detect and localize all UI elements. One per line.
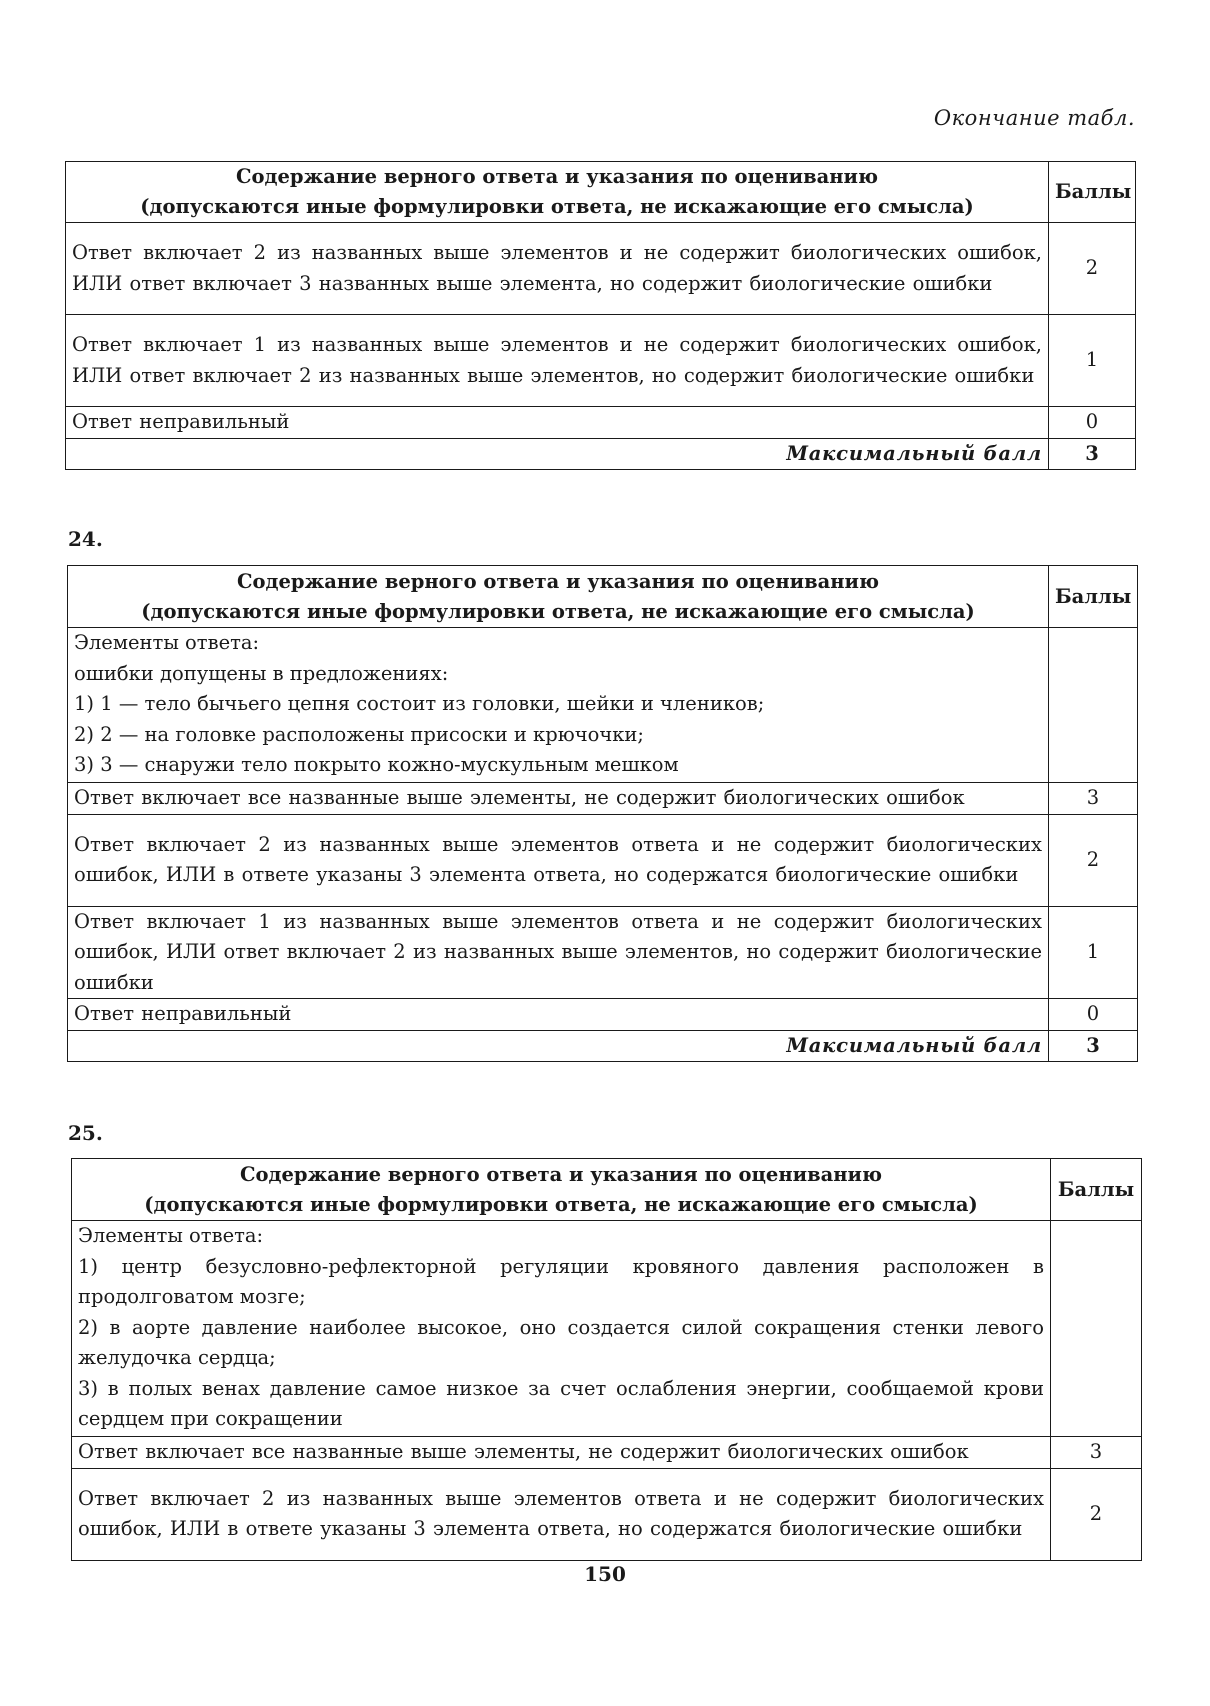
content-header bbox=[72, 1159, 1051, 1221]
page-number: 150 bbox=[584, 1562, 626, 1586]
criterion-text: Ответ включает 1 из названных выше элементов ответа и не содержит биологических ошибок, ИЛИ ответ включает 2 из названных выше элементов, но содержит биологические ошибки bbox=[68, 906, 1049, 999]
grading-table-previous bbox=[65, 161, 1136, 470]
content-header bbox=[68, 566, 1049, 628]
answer-elements bbox=[68, 628, 1049, 783]
answer-elements bbox=[72, 1221, 1051, 1437]
answer-element-line: 1) 1 — тело бычьего цепня состоит из головки, шейки и члеников; bbox=[74, 692, 765, 715]
criterion-points: 0 bbox=[1049, 999, 1138, 1031]
points-header: Баллы bbox=[1051, 1159, 1142, 1221]
criterion-points: 0 bbox=[1049, 407, 1136, 439]
table-row bbox=[68, 783, 1138, 815]
criterion-text: Ответ включает все названные выше элементы, не содержит биологических ошибок bbox=[68, 783, 1049, 815]
content-header bbox=[66, 162, 1049, 223]
table-row bbox=[66, 223, 1136, 315]
table-header-row bbox=[68, 566, 1138, 628]
max-score-value: 3 bbox=[1049, 438, 1136, 470]
table-row bbox=[68, 999, 1138, 1031]
grading-table-24 bbox=[67, 565, 1138, 1062]
table-row bbox=[66, 407, 1136, 439]
max-score-row bbox=[66, 438, 1136, 470]
answer-element-line: 2) в аорте давление наиболее высокое, оно создается силой сокращения стенки левого желудочка сердца; bbox=[78, 1315, 1044, 1369]
criterion-points: 3 bbox=[1049, 783, 1138, 815]
criterion-points: 2 bbox=[1051, 1468, 1142, 1560]
max-score-value: 3 bbox=[1049, 1030, 1138, 1062]
content-header-line2: (допускаются иные формулировки ответа, не искажающие его смысла) bbox=[141, 599, 975, 623]
criterion-points: 1 bbox=[1049, 906, 1138, 999]
task-number-25: 25. bbox=[68, 1121, 103, 1145]
continuation-note: Окончание табл. bbox=[933, 106, 1135, 130]
table-row bbox=[66, 315, 1136, 407]
empty-points-cell bbox=[1051, 1221, 1142, 1437]
max-score-label: Максимальный балл bbox=[66, 438, 1049, 470]
content-header-line1: Содержание верного ответа и указания по оцениванию bbox=[240, 1162, 882, 1186]
answer-element-line: 3) 3 — снаружи тело покрыто кожно-мускульным мешком bbox=[74, 753, 679, 776]
answer-element-line: Элементы ответа: bbox=[74, 631, 260, 654]
criterion-text: Ответ неправильный bbox=[68, 999, 1049, 1031]
max-score-label: Максимальный балл bbox=[68, 1030, 1049, 1062]
content-header-line1: Содержание верного ответа и указания по оцениванию bbox=[236, 165, 878, 188]
table-row bbox=[68, 906, 1138, 999]
criterion-text: Ответ включает все названные выше элементы, не содержит биологических ошибок bbox=[72, 1437, 1051, 1469]
table-header-row bbox=[72, 1159, 1142, 1221]
task-number-24: 24. bbox=[68, 527, 103, 551]
points-header: Баллы bbox=[1049, 566, 1138, 628]
table-header-row bbox=[66, 162, 1136, 223]
table-row bbox=[72, 1437, 1142, 1469]
answer-element-line: Элементы ответа: bbox=[78, 1224, 264, 1247]
answer-element-line: 3) в полых венах давление самое низкое за счет ослабления энергии, сообщаемой крови сердцем при сокращении bbox=[78, 1376, 1044, 1430]
table-row bbox=[72, 1468, 1142, 1560]
grading-table-25 bbox=[71, 1158, 1142, 1561]
answer-element-line: ошибки допущены в предложениях: bbox=[74, 661, 449, 685]
max-score-row bbox=[68, 1030, 1138, 1062]
points-header: Баллы bbox=[1049, 162, 1136, 223]
content-header-line2: (допускаются иные формулировки ответа, не искажающие его смысла) bbox=[140, 195, 974, 218]
answer-element-line: 1) центр безусловно-рефлекторной регуляции кровяного давления расположен в продолговатом мозге; bbox=[78, 1254, 1044, 1308]
criterion-text: Ответ неправильный bbox=[66, 407, 1049, 439]
empty-points-cell bbox=[1049, 628, 1138, 783]
criterion-points: 2 bbox=[1049, 223, 1136, 315]
criterion-text: Ответ включает 1 из названных выше элементов и не содержит биологических ошибок, ИЛИ ответ включает 2 из названных выше элементов, но содержит биологические ошибки bbox=[66, 315, 1049, 407]
criterion-text: Ответ включает 2 из названных выше элементов ответа и не содержит биологических ошибок, ИЛИ в ответе указаны 3 элемента ответа, но содержатся биологические ошибки bbox=[68, 814, 1049, 906]
criterion-points: 1 bbox=[1049, 315, 1136, 407]
answer-elements-row bbox=[68, 628, 1138, 783]
criterion-text: Ответ включает 2 из названных выше элементов ответа и не содержит биологических ошибок, ИЛИ в ответе указаны 3 элемента ответа, но содержатся биологические ошибки bbox=[72, 1468, 1051, 1560]
content-header-line2: (допускаются иные формулировки ответа, не искажающие его смысла) bbox=[144, 1192, 978, 1216]
answer-element-line: 2) 2 — на головке расположены присоски и крючочки; bbox=[74, 722, 644, 746]
answer-elements-row bbox=[72, 1221, 1142, 1437]
criterion-text: Ответ включает 2 из названных выше элементов и не содержит биологических ошибок, ИЛИ ответ включает 3 названных выше элемента, но содержит биологические ошибки bbox=[66, 223, 1049, 315]
criterion-points: 2 bbox=[1049, 814, 1138, 906]
content-header-line1: Содержание верного ответа и указания по оцениванию bbox=[237, 569, 879, 593]
criterion-points: 3 bbox=[1051, 1437, 1142, 1469]
table-row bbox=[68, 814, 1138, 906]
